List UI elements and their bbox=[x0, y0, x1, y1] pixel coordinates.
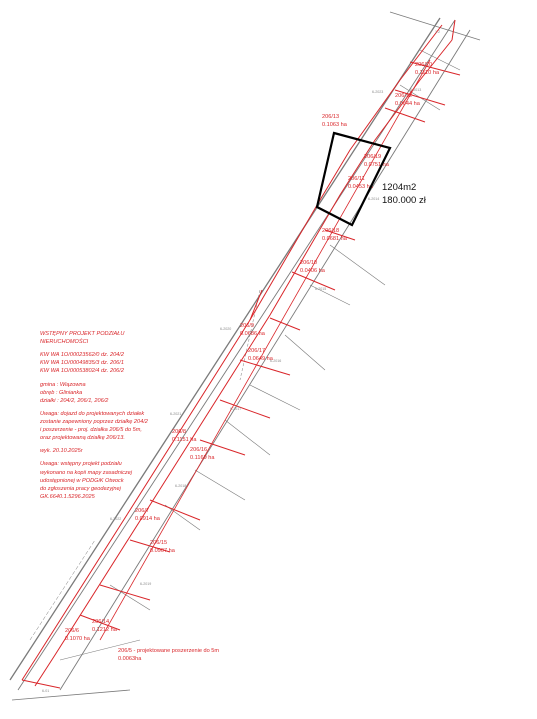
svg-text:6-2015: 6-2015 bbox=[315, 287, 327, 291]
svg-text:6-2020: 6-2020 bbox=[220, 327, 232, 331]
notes-uwaga2-2: wykonano na kopii mapy zasadniczej bbox=[40, 469, 133, 476]
svg-text:1:2: 1:2 bbox=[435, 30, 440, 34]
svg-text:206/17: 206/17 bbox=[248, 348, 266, 354]
svg-text:206/16: 206/16 bbox=[190, 447, 208, 453]
lot-area-label: 1204m2 bbox=[382, 182, 417, 193]
svg-text:6-2013: 6-2013 bbox=[410, 88, 422, 92]
lot-price-label: 180.000 zł bbox=[382, 195, 426, 206]
notes-kw-2: KW WA 1O/00049835/3 dz. 206/1 bbox=[40, 360, 124, 367]
svg-text:6-2014: 6-2014 bbox=[368, 197, 380, 201]
parcel-206-10 bbox=[300, 260, 326, 274]
svg-text:0.0686 ha: 0.0686 ha bbox=[240, 331, 265, 337]
svg-text:0.0907 ha: 0.0907 ha bbox=[150, 548, 175, 554]
notes-gmina: gmina : Wiązowna bbox=[40, 381, 86, 388]
svg-text:0.0681 ha: 0.0681 ha bbox=[322, 236, 347, 242]
svg-text:6-2019: 6-2019 bbox=[140, 582, 152, 586]
project-notes bbox=[40, 330, 200, 501]
svg-text:6-2018: 6-2018 bbox=[175, 484, 187, 488]
svg-text:6-01: 6-01 bbox=[42, 689, 50, 693]
svg-text:0.1151 ha: 0.1151 ha bbox=[172, 437, 197, 443]
svg-text:6-2017: 6-2017 bbox=[230, 407, 242, 411]
svg-text:0.0644 ha: 0.0644 ha bbox=[395, 101, 420, 107]
notes-uwaga2-5: GK.6640.1.5296.2025 bbox=[40, 493, 95, 500]
svg-text:0.1169 ha: 0.1169 ha bbox=[190, 455, 215, 461]
svg-text:206/19: 206/19 bbox=[364, 154, 382, 160]
parcel-206-12 bbox=[395, 93, 421, 107]
svg-text:6-2023: 6-2023 bbox=[372, 90, 384, 94]
svg-text:6-2022: 6-2022 bbox=[110, 517, 122, 521]
parcel-206-18 bbox=[322, 228, 348, 242]
svg-text:0.1110 ha: 0.1110 ha bbox=[415, 70, 440, 76]
notes-uwaga2-1: Uwaga: wstępny projekt podziału bbox=[40, 461, 122, 468]
notes-uwaga-1: Uwaga: dojazd do projektowanych działek bbox=[40, 410, 145, 417]
parcel-206-17 bbox=[248, 348, 274, 362]
notes-title-2: NIERUCHOMOŚCI bbox=[40, 339, 89, 346]
parcel-206-14 bbox=[92, 619, 118, 633]
notes-uwaga-2: zostanie zapewniony poprzez działkę 204/2 bbox=[40, 418, 148, 425]
svg-text:0.1063 ha: 0.1063 ha bbox=[322, 122, 347, 128]
svg-text:206/8: 206/8 bbox=[172, 429, 186, 435]
parcel-206-5 bbox=[118, 648, 219, 662]
svg-text:206/20: 206/20 bbox=[415, 62, 433, 68]
notes-uwaga-3: i poszerzenie - proj. działka 206/5 do 5m, bbox=[40, 427, 142, 434]
svg-text:0.0751 ha: 0.0751 ha bbox=[364, 162, 389, 168]
notes-uwaga2-3: udostępnionej w PODGiK Otwock bbox=[40, 477, 124, 484]
parcel-206-13 bbox=[322, 114, 348, 128]
notes-obreb: obręb : Glinianka bbox=[40, 389, 83, 396]
svg-text:206/15: 206/15 bbox=[150, 540, 168, 546]
svg-text:206/6: 206/6 bbox=[65, 628, 79, 634]
svg-text:0.1212 ha: 0.1212 ha bbox=[92, 627, 117, 633]
svg-text:0.0406 ha: 0.0406 ha bbox=[300, 268, 325, 274]
notes-kw-3: KW WA 1O/00053802/4 dz. 206/2 bbox=[40, 368, 124, 375]
svg-text:206/10: 206/10 bbox=[300, 260, 318, 266]
notes-uwaga2-4: do zgłoszenia pracy geodezyjnej bbox=[40, 485, 121, 492]
svg-text:0.0914 ha: 0.0914 ha bbox=[135, 516, 160, 522]
parcel-206-7 bbox=[135, 508, 161, 522]
notes-kw-1: KW WA 1O/00023562/0 dz. 204/2 bbox=[40, 352, 124, 359]
svg-text:206/7: 206/7 bbox=[135, 508, 149, 514]
svg-text:206/5 - projektowane poszerzen: 206/5 - projektowane poszerzenie do 5m bbox=[118, 648, 220, 654]
svg-text:6-2016: 6-2016 bbox=[270, 359, 282, 363]
svg-text:0.0649 ha: 0.0649 ha bbox=[248, 356, 273, 362]
notes-dzialki: działki : 204/2, 206/1, 206/2 bbox=[40, 397, 109, 404]
notes-title-1: WSTĘPNY PROJEKT PODZIAŁU bbox=[40, 331, 125, 337]
svg-text:6-2021: 6-2021 bbox=[170, 412, 182, 416]
parcel-206-6 bbox=[65, 628, 91, 642]
svg-text:206/9: 206/9 bbox=[240, 323, 254, 329]
svg-text:0.0063ha: 0.0063ha bbox=[118, 656, 142, 662]
svg-text:206/11: 206/11 bbox=[348, 176, 365, 182]
svg-text:0.1070 ha: 0.1070 ha bbox=[65, 636, 90, 642]
svg-text:206/14: 206/14 bbox=[92, 619, 110, 625]
svg-text:0.0453 ha: 0.0453 ha bbox=[348, 184, 373, 190]
notes-uwaga-4: oraz projektowaną działkę 206/13. bbox=[40, 435, 125, 442]
svg-text:206/13: 206/13 bbox=[322, 114, 340, 120]
svg-text:206/12: 206/12 bbox=[395, 93, 413, 99]
svg-text:206/18: 206/18 bbox=[322, 228, 340, 234]
notes-date: wyk. 20.10.2025r bbox=[40, 448, 83, 455]
